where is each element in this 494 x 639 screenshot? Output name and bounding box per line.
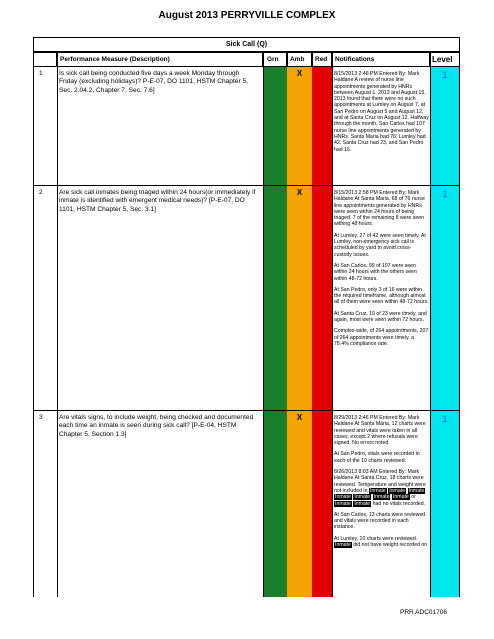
col-grn-label: Grn [267,56,279,63]
redacted-inmate-2: Inmate [389,487,406,494]
col-number-header [33,52,57,67]
col-notifications-header [332,52,430,67]
row-3-note-3-end: had no vitals recorded. [372,500,426,507]
redacted-inmate-10: Inmate [335,542,351,549]
redacted-inmate-9: Inmate [354,500,371,507]
row-divider [33,185,460,186]
row-2-note-3: At San Carlos, 99 of 107 were seen within 24 hours with the others seen within 48-72 hours. [334,262,417,282]
col-red-label: Red [315,56,328,63]
row-2-amber-mark: X [296,188,303,197]
row-2-note-2: At Lumley, 27 of 42 were seen timely. At Lumley, non-emergency sick call is scheduled by yard to avoid cross-custody issues. [334,232,426,258]
col-level-label: Level [432,55,453,64]
col-measure-header [57,52,263,67]
row-1-amber-mark: X [296,69,303,78]
row-divider [33,410,460,411]
redacted-inmate-1: Inmate [369,487,386,494]
col-grn-header [263,52,287,67]
row-1-notifications [334,71,429,158]
row-3-notifications [334,415,429,553]
page-footer: PRR ADC01706 [400,609,447,616]
row-1-number: 1 [39,70,43,77]
grid-line [263,52,264,597]
row-3-note-5-end: did not have weight recorded on [353,542,428,549]
amber-rating-column [287,67,312,597]
grid-line [332,52,333,597]
row-1-measure: Is sick call being conducted five days a week Monday through Friday (excluding holidays)? P-E-07, DO 1101, HSTM Chapter 5, Sec. 2.04.2, Chapter 7, Sec. 7.6] [59,70,248,94]
redacted-inmate-7: Inmate [392,494,409,501]
row-3-note-3-text: 8/26/2013 8:03 AM Entered By: Mark Haldane At Santa Cruz, 18 charts were reviewed. Temperature and weight were not included in [334,469,426,494]
row-2-note-6: Complex-wide, of 264 appointments, 207 of 264 appointments were timely, a 78.4% compliance rate. [334,328,429,347]
row-1-note-1: 8/15/2013 2:46 PM Entered By: Mark Haldane A review of nurse line appointments generated by HNRs between August 1, 2013 and August 15, 2013 found that there were no such appointments at Lumley on August 7, at San Pedro on August 5 and August 12, and at Santa Cruz on August 12. Halfway through the month, San Carlos had 107 nurse line appointments generated by HNRs. Santa Maria had 76; Lumley had 42, Santa Cruz had 23, and San Pedro had 16. [334,71,429,153]
row-3-note-3-or: or [411,494,416,501]
row-2-note-5: At Santa Cruz, 10 of 23 were timely, and again, most were seen within 72 hours. [334,310,427,324]
row-3-amber-mark: X [296,413,303,422]
section-title: Sick Call (Q) [225,41,268,48]
document-title: August 2013 PERRYVILLE COMPLEX [158,10,336,21]
sick-call-table [33,37,460,597]
redacted-inmate-5: Inmate [354,494,371,501]
row-3-note-2: At San Pedro, vitals were recorded in each of the 10 charts reviewed. [334,451,420,464]
row-3-note-5 [334,536,429,549]
level-column [430,67,460,597]
row-2-note-4: At San Pedro, only 3 of 16 were within the required timeframe, although almost all of them were seen within 48-72 hours. [334,286,429,306]
row-2-measure: Are sick call inmates being triaged within 24 hours(or immediately if inmate is identified with emergent medical needs)? [P-E-07, DO 1101, HSTM Chapter 5, Sec. 3.1] [59,189,256,213]
row-3-note-1: 8/29/2013 2:46 PM Entered By: Mark Haldane At Santa Maria, 12 charts were reviewed and vitals were taken in all cases, except 2 where refusals were signed. No errors noted. [334,415,426,447]
row-2-notifications [334,190,429,352]
row-2-note-1: 8/15/2013 2:58 PM Entered By: Mark Haldane At Santa Maria, 68 of 76 nurse line appointments generated by HNRs were seen within 24 hours of being triaged. 7 of the remaining 8 were seen withing 48 hours. [334,190,425,228]
grid-line [57,52,58,597]
redacted-inmate-4: Inmate [335,494,351,501]
grid-line [430,52,431,597]
row-2-level: 1 [442,189,448,199]
col-notifications-label: Notifications [335,56,375,63]
redacted-inmate-3: Inmate [408,487,425,494]
redacted-inmate-8: Inmate [335,500,351,507]
col-amb-label: Amb [290,56,305,63]
row-3-measure: Are vitals signs, to include weight, being checked and documented each time an inmate is seen during sick call? [P-E-04, HSTM Chapter 5, Section 1.3] [59,414,254,438]
grid-line [459,52,460,597]
col-level-header [430,52,460,67]
green-rating-column [263,67,287,597]
row-1-level: 1 [442,70,448,80]
col-red-header [312,52,332,67]
grid-line [33,52,34,597]
col-measure-label: Performance Measure (Description) [60,56,170,63]
section-header [33,37,460,52]
red-rating-column [312,67,332,597]
row-3-note-5-text: At Lumley, 10 charts were reviewed. [334,535,418,542]
row-3-level: 1 [442,414,448,424]
redacted-inmate-6: Inmate [373,494,390,501]
row-2-number: 2 [39,189,43,196]
row-3-number: 3 [39,414,43,421]
row-3-note-3 [334,469,429,507]
col-amb-header [287,52,312,67]
row-3-note-4: At San Carlos, 13 charts were reviewed and vitals were recorded in each instance. [334,511,426,531]
